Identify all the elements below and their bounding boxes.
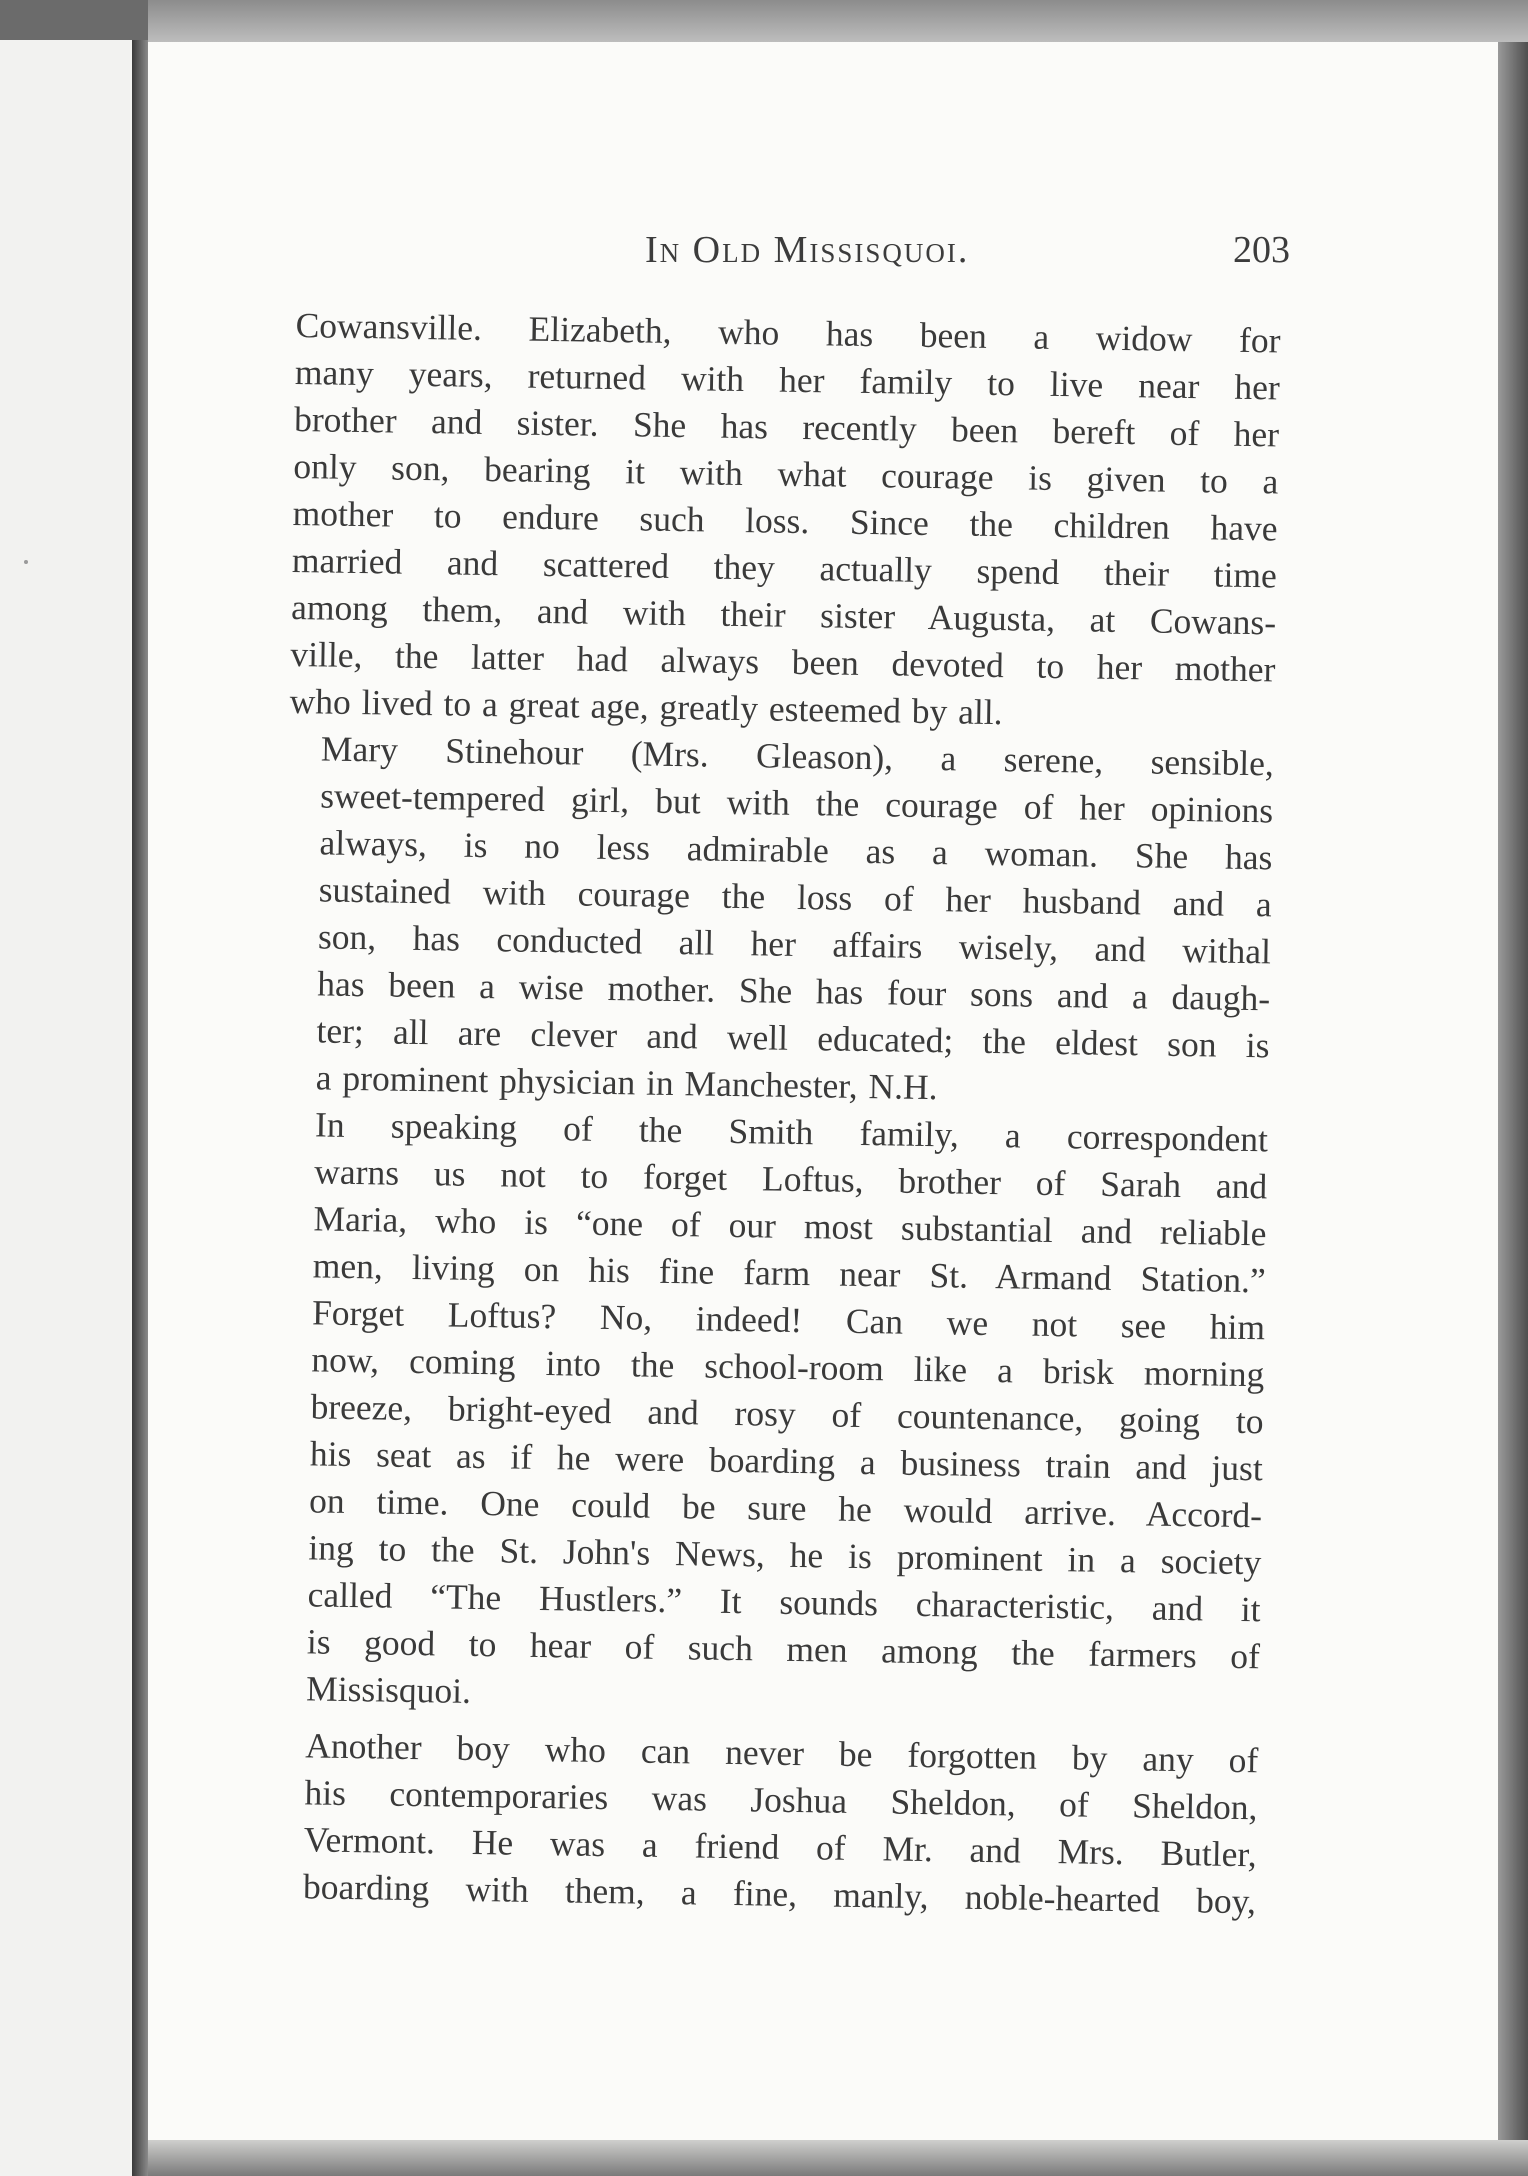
text-line: who lived to a great age, greatly esteemed by all. [289, 680, 1003, 733]
text-line: married and scattered they actually spend their time [291, 539, 1278, 596]
scan-speck [24, 560, 28, 564]
text-line: boarding with them, a fine, manly, noble-hearted boy, [302, 1866, 1257, 1922]
paragraph-1 [289, 302, 1281, 740]
page-bottom-edge [148, 2140, 1528, 2176]
text-line: men, living on his fine farm near St. Armand Station.” [312, 1245, 1267, 1301]
text-line: Maria, who is “one of our most substantial and reliable [313, 1198, 1267, 1254]
text-line: his contemporaries was Joshua Sheldon, of Sheldon, [304, 1772, 1258, 1828]
text-line: breeze, bright-eyed and rosy of countenance, going to [310, 1386, 1264, 1442]
text-line: ing to the St. John's News, he is prominent in a society [308, 1527, 1262, 1583]
paragraph-2 [283, 725, 1274, 1116]
paragraph-3 [274, 1101, 1268, 1727]
facing-page-margin [0, 40, 132, 2176]
text-line: warns us not to forget Loftus, brother of Sarah and [314, 1151, 1268, 1207]
text-line: In speaking of the Smith family, a correspondent [314, 1104, 1269, 1160]
text-line: always, is no less admirable as a woman. She has [319, 822, 1273, 878]
text-line: sweet-tempered girl, but with the courage of her opinions [319, 775, 1274, 831]
text-line: many years, returned with her family to live near her [294, 351, 1281, 408]
text-line: now, coming into the school-room like a brisk morning [311, 1339, 1265, 1395]
text-line: Vermont. He was a friend of Mr. and Mrs. Butler, [303, 1819, 1258, 1875]
text-line: called “The Hustlers.” It sounds characteristic, and it [307, 1574, 1261, 1630]
text-line: has been a wise mother. She has four sons and a daugh- [316, 963, 1271, 1019]
text-line: mother to endure such loss. Since the children have [292, 492, 1278, 549]
text-line: Missisquoi. [305, 1668, 472, 1711]
text-line: brother and sister. She has recently been bereft of her [293, 398, 1280, 455]
running-header [290, 228, 1290, 284]
text-line: sustained with courage the loss of her husband and a [318, 869, 1272, 925]
page-number: 203 [1233, 229, 1290, 271]
text-line: Mary Stinehour (Mrs. Gleason), a serene, sensible, [320, 728, 1275, 784]
text-line: only son, bearing it with what courage is given to a [293, 445, 1279, 502]
page-right-edge [1498, 42, 1528, 2176]
text-line: a prominent physician in Manchester, N.H. [315, 1057, 938, 1108]
text-line: Cowansville. Elizabeth, who has been a widow for [295, 304, 1281, 361]
text-line: Another boy who can never be forgotten by any of [305, 1725, 1259, 1781]
text-line: ville, the latter had always been devoted to her mother [290, 633, 1276, 690]
paragraph-4 [271, 1722, 1259, 1925]
body-text [271, 302, 1281, 1925]
text-line: is good to hear of such men among the farmers of [306, 1621, 1261, 1677]
text-line: son, has conducted all her affairs wisely, and withal [317, 916, 1272, 972]
text-line: among them, and with their sister Augusta, at Cowans- [290, 586, 1277, 643]
text-line: his seat as if he were boarding a business train and just [309, 1433, 1264, 1489]
text-line: ter; all are clever and well educated; the eldest son is [316, 1010, 1270, 1066]
page-top-edge [148, 0, 1528, 42]
running-title: In Old Missisquoi. [645, 229, 970, 271]
text-line: on time. One could be sure he would arrive. Accord- [308, 1480, 1263, 1536]
book-gutter [132, 40, 148, 2176]
text-line: Forget Loftus? No, indeed! Can we not see him [311, 1292, 1266, 1348]
